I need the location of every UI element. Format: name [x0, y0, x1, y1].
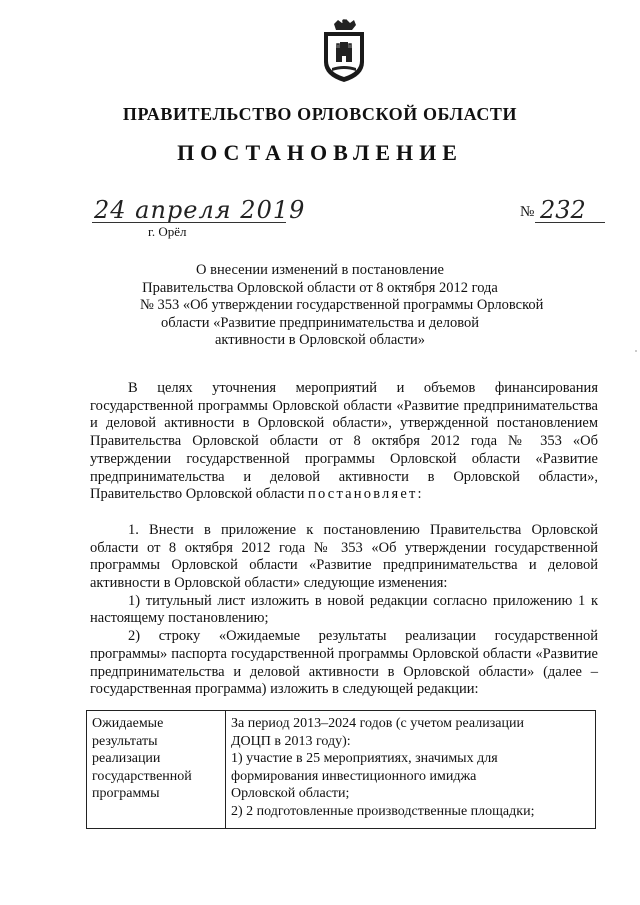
date-underline: [92, 222, 286, 223]
preamble-paragraph: [90, 380, 598, 504]
number-underline: [535, 222, 605, 223]
subject-line: Правительства Орловской области от 8 октября 2012 года: [142, 279, 498, 296]
content-line: ДОЦП в 2013 году):: [231, 733, 351, 749]
table-content-cell: [226, 711, 596, 829]
label-line: реализации: [92, 751, 161, 766]
handwritten-number: 232: [540, 196, 586, 224]
item-paragraph: 2) строку «Ожидаемые результаты реализации государственной программы» паспорта государственной программы Орловской области «Развитие предпринимательства и деловой активности в Орловской области» (далее – государственная программа) изложить в следующей редакции:: [90, 628, 598, 698]
document-subject: [140, 262, 544, 350]
item-paragraph: 1. Внести в приложение к постановлению Правительства Орловской области от 8 октября 2012 года № 353 «Об утверждении государственной программы Орловской области «Развитие предпринимательства и деловой активности в Орловской области» следующие изменения:: [90, 521, 598, 592]
content-line: Орловской области;: [231, 786, 350, 801]
document-body: [90, 380, 598, 699]
label-line: результаты: [92, 733, 158, 749]
table-label-cell: [87, 711, 226, 829]
table-row: [87, 711, 596, 829]
label-line: государственной: [92, 768, 192, 784]
coat-of-arms-icon: [320, 18, 368, 84]
content-line: формирования инвестиционного имиджа: [231, 768, 477, 784]
document-type-title: ПОСТАНОВЛЕНИЕ: [177, 140, 463, 165]
number-sign: №: [520, 204, 535, 220]
subject-line: активности в Орловской области»: [214, 332, 426, 348]
decree-word: постановляет:: [308, 486, 424, 503]
expected-results-table: [86, 710, 596, 829]
subject-line: № 353 «Об утверждении государственной программы Орловской: [140, 297, 544, 313]
scan-speck: [635, 350, 637, 352]
label-line: Ожидаемые: [92, 716, 164, 731]
subject-line: области «Развитие предпринимательства и деловой: [161, 314, 479, 331]
subject-line: О внесении изменений в постановление: [196, 262, 444, 278]
city-label: г. Орёл: [148, 224, 187, 239]
content-line: За период 2013–2024 годов (с учетом реализации: [231, 716, 524, 731]
government-title: ПРАВИТЕЛЬСТВО ОРЛОВСКОЙ ОБЛАСТИ: [122, 104, 518, 124]
content-line: 2) 2 подготовленные производственные площадки;: [231, 803, 535, 819]
content-line: 1) участие в 25 мероприятиях, значимых для: [231, 751, 498, 766]
handwritten-date: 24 апреля 2019: [94, 196, 306, 224]
label-line: программы: [92, 786, 160, 801]
preamble-text: В целях уточнения мероприятий и объемов финансирования государственной программы Орловской области «Развитие предпринимательства и деловой активности в Орловской области», утвержденной постановлением Правительства Орловской области от 8 октября 2012 года № 353 «Об утверждении государственной программы Орловской области «Развитие предпринимательства и деловой активности в Орловской области», Правительство Орловской области: [90, 380, 598, 503]
item-paragraph: 1) титульный лист изложить в новой редакции согласно приложению 1 к настоящему постановлению;: [90, 592, 598, 627]
